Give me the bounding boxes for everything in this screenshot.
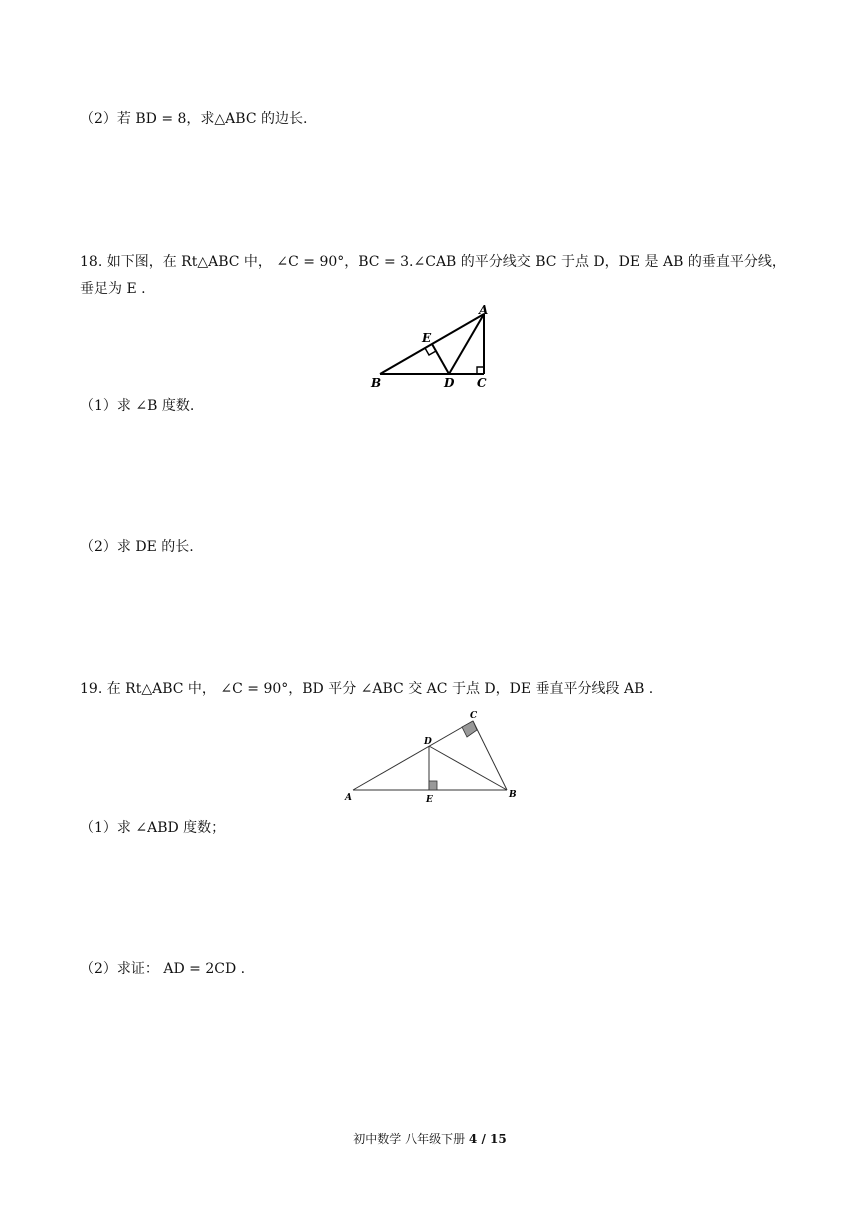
fig18-label-d: D — [444, 376, 455, 390]
q17-part2: （2）若 BD = 8，求△ABC 的边长. — [80, 111, 308, 127]
fig19-label-c: C — [470, 711, 478, 721]
q19-stem: 19. 在 Rt△ABC 中， ∠C = 90°，BD 平分 ∠ABC 交 AC 于点 D，DE 垂直平分线段 AB . — [80, 681, 654, 697]
fig19-side-ac — [353, 721, 473, 790]
q18-stem-line2: 垂足为 E . — [80, 281, 146, 297]
q18-part1: （1）求 ∠B 度数. — [80, 398, 195, 414]
footer-text: 初中数学 八年级下册 — [353, 1132, 466, 1146]
fig18-label-c: C — [477, 376, 487, 390]
fig19-label-a: A — [345, 793, 352, 803]
fig18-right-angle-c — [477, 367, 484, 374]
page-footer — [0, 1130, 860, 1147]
fig18-label-a: A — [479, 303, 489, 317]
fig19-right-angle-c — [462, 721, 477, 737]
fig19-bisector-bd — [429, 746, 507, 790]
fig19-side-cb — [473, 721, 507, 790]
q19-part1: （1）求 ∠ABD 度数； — [80, 820, 226, 836]
fig18-label-e: E — [422, 331, 432, 345]
q18-figure — [360, 300, 510, 392]
q18-part2: （2）求 DE 的长. — [80, 539, 194, 555]
q19-part2: （2）求证： AD = 2CD . — [80, 961, 246, 977]
fig18-segment-de — [432, 344, 449, 374]
fig19-label-b: B — [509, 790, 517, 800]
fig18-label-b: B — [371, 376, 382, 390]
footer-page-number: 4 / 15 — [468, 1132, 507, 1146]
fig19-right-angle-e — [429, 781, 437, 790]
q18-stem-line1: 18. 如下图，在 Rt△ABC 中， ∠C = 90°，BC = 3.∠CAB 的平分线交 BC 于点 D，DE 是 AB 的垂直平分线， — [80, 254, 786, 270]
fig19-label-e: E — [426, 795, 433, 805]
fig19-label-d: D — [424, 737, 432, 747]
q19-figure — [340, 708, 525, 808]
